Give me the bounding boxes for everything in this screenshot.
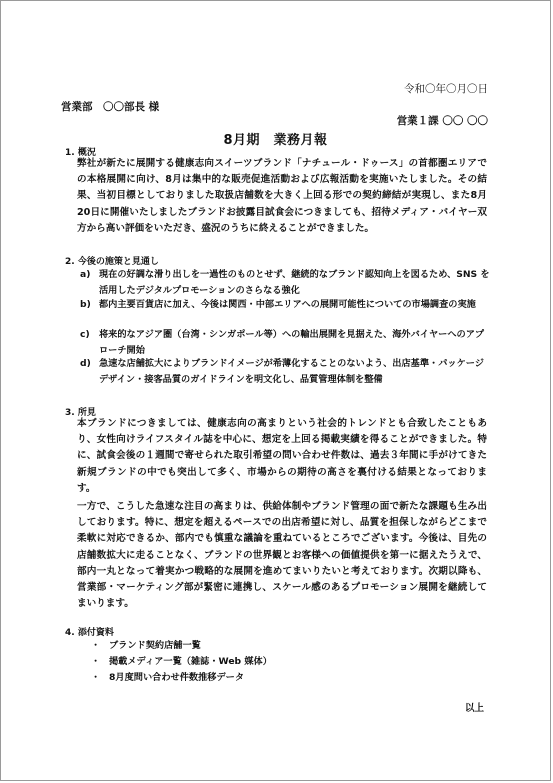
list-item <box>80 297 490 313</box>
document-date: 令和〇年〇月〇日 <box>404 83 488 95</box>
attachment-label: ブランド契約店舗一覧 <box>109 640 201 651</box>
findings-paragraph-1: 本ブランドにつきましては、健康志向の高まりという社会的トレンドとも合致したこともあり、女性向けライフスタイル誌を中心に、想定を上回る掲載実績を得ることができました。特に、試食会後の１週間で寄せられた取引希望の問い合わせ件数は、過去３年間に手がけてきた新規ブランドの中でも突出して多く、市場からの期待の高さを裏付ける結果となっております。 <box>77 418 487 494</box>
attachment-item <box>91 670 244 686</box>
recipient: 営業部 〇〇部長 様 <box>61 101 160 113</box>
bullet-marker: ・ <box>91 672 101 683</box>
overview-paragraph: 弊社が新たに展開する健康志向スイーツブランド「ナチュール・ドゥース」の首都圏エリアでの本格展開に向け、8月は集中的な販売促進活動および広報活動を実施いたしました。その結果、当初目標としておりました取扱店舗数を大きく上回る形での契約締結が実現し、また8月20日に開催いたしましたブランドお披露目試食会につきましても、招待メディア・バイヤー双方から高い評価をいただき、盛況のうちに終えることができました。 <box>77 158 487 234</box>
list-item-text: 現在の好調な滑り出しを一過性のものとせず、継続的なブランド認知向上を図るため、SNS を活用したデジタルプロモーションのさらなる強化 <box>99 269 490 296</box>
attachment-item <box>91 638 201 654</box>
list-marker: c) <box>80 329 90 340</box>
list-item-text: 都内主要百貨店に加え、今後は関西・中部エリアへの展開可能性についての市場調査の実施 <box>99 299 476 310</box>
list-marker: d) <box>80 358 91 369</box>
bullet-marker: ・ <box>91 640 101 651</box>
findings-paragraph-2: 一方で、こうした急速な注目の高まりは、供給体制やブランド管理の面で新たな課題も生み出しております。特に、想定を超えるペースでの出店希望に対し、品質を担保しながらどこまで柔軟に対応できるか、部内でも慎重な議論を重ねているところでございます。今後は、目先の店舗数拡大に走ることなく、ブランドの世界観とお客様への価値提供を第一に据えたうえで、部内一丸となって着実かつ戦略的な展開を進めてまいりたいと考えております。次期以降も、営業部・マーケティング部が緊密に連携し、スケール感のあるプロモーション展開を継続してまいります。 <box>77 501 487 610</box>
section-heading-findings: 3. 所見 <box>65 408 96 418</box>
closing-text: 以上 <box>464 703 484 714</box>
list-item <box>80 356 490 388</box>
list-marker: a) <box>80 269 91 280</box>
list-item-text: 将来的なアジア圏（台湾・シンガポール等）への輸出展開を見据えた、海外バイヤーへのアプローチ開始 <box>99 329 485 356</box>
attachment-label: 8月度問い合わせ件数推移データ <box>109 672 245 683</box>
bullet-marker: ・ <box>91 656 101 667</box>
section-heading-attachments: 4. 添付資料 <box>65 628 114 638</box>
list-item-text: 急速な店舗拡大によりブランドイメージが希薄化することのないよう、出店基準・パッケージデザイン・接客品質のガイドラインを明文化し、品質管理体制を整備 <box>99 358 484 385</box>
document-title: 8月期 業務月報 <box>223 133 328 148</box>
attachment-item <box>91 654 272 670</box>
sender: 営業１課 〇〇 〇〇 <box>396 115 488 127</box>
list-marker: b) <box>80 299 91 310</box>
list-item <box>80 327 490 359</box>
attachment-label: 掲載メディア一覧（雑誌・Web 媒体） <box>109 656 272 667</box>
section-heading-measures: 2. 今後の施策と見通し <box>65 257 159 267</box>
section-heading-overview: 1. 概況 <box>65 148 96 158</box>
list-item <box>80 267 490 299</box>
